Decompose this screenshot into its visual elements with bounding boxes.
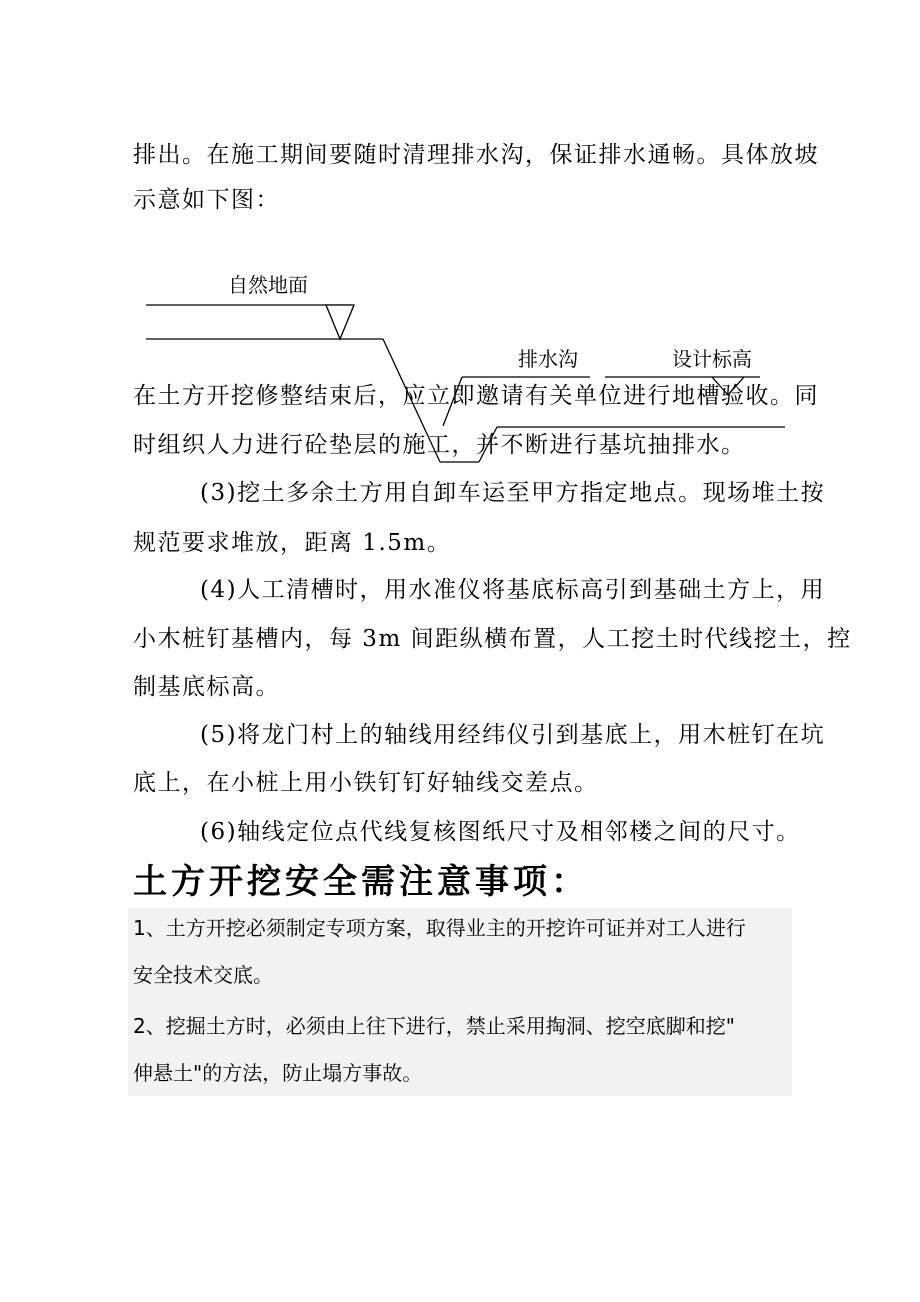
safety-item-line: 安全技术交底。	[133, 963, 273, 987]
label-natural-ground: 自然地面	[228, 273, 308, 297]
paragraph-line: 小木桩钉基槽内，每 3m 间距纵横布置，人工挖土时代线挖土，控	[133, 626, 852, 652]
label-drainage-ditch: 排水沟	[518, 347, 578, 371]
safety-item-line: 伸悬土"的方法，防止塌方事故。	[133, 1061, 423, 1085]
paragraph-line: 制基底标高。	[133, 674, 280, 700]
safety-item-line: 1、土方开挖必须制定专项方案，取得业主的开挖许可证并对工人进行	[133, 916, 746, 940]
paragraph-line: 规范要求堆放，距离 1.5m。	[133, 530, 452, 556]
paragraph-line: 排出。在施工期间要随时清理排水沟，保证排水通畅。具体放坡	[133, 142, 819, 168]
paragraph-line: 在土方开挖修整结束后，应立即邀请有关单位进行地槽验收。同	[133, 383, 819, 409]
paragraph-line: (3)挖土多余土方用自卸车运至甲方指定地点。现场堆土按	[200, 480, 826, 506]
label-design-level: 设计标高	[672, 347, 752, 371]
safety-item-line: 2、挖掘土方时，必须由上往下进行，禁止采用掏洞、挖空底脚和挖"	[133, 1014, 735, 1038]
paragraph-line: (4)人工清槽时，用水准仪将基底标高引到基础土方上，用	[200, 577, 826, 603]
paragraph-line: (5)将龙门村上的轴线用经纬仪引到基底上，用木桩钉在坑	[200, 722, 826, 748]
paragraph-line: 时组织人力进行砼垫层的施工，并不断进行基坑抽排水。	[133, 432, 746, 458]
paragraph-line: 底上，在小桩上用小铁钉钉好轴线交差点。	[133, 770, 599, 796]
paragraph-line: 示意如下图：	[133, 187, 280, 213]
paragraph-line: (6)轴线定位点代线复核图纸尺寸及相邻楼之间的尺寸。	[200, 819, 801, 845]
section-heading: 土方开挖安全需注意事项：	[133, 862, 589, 902]
ground-marker-triangle	[326, 305, 354, 339]
